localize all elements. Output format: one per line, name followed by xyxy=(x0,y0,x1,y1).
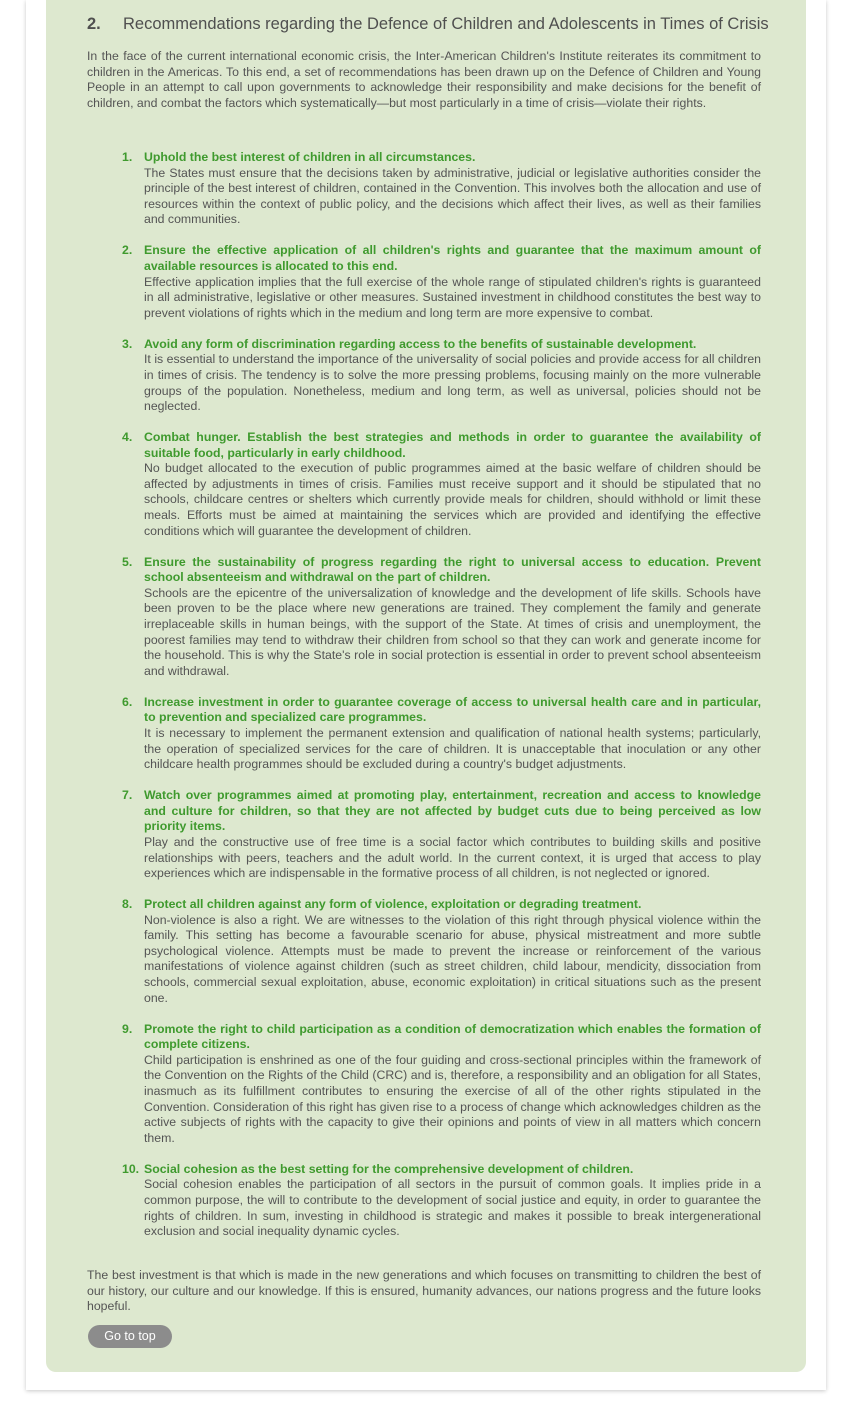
recommendation-item xyxy=(122,337,761,415)
recommendation-number: 1. xyxy=(122,150,133,164)
recommendation-title: Watch over programmes aimed at promoting play, entertainment, recreation and access to knowledge and culture for children, so that they are not affected by budget cuts due to being perceived as low priority items. xyxy=(144,788,761,834)
recommendations-list xyxy=(122,150,761,1255)
recommendation-body: Social cohesion enables the participation of all sectors in the pursuit of common goals. It implies pride in a common purpose, the will to contribute to the development of social justice and equity, in order to guarantee the rights of children. In sum, investing in childhood is strategic and makes it possible to break intergenerational exclusion and social inequality dynamic cycles. xyxy=(144,1177,761,1239)
closing-paragraph: The best investment is that which is made in the new generations and which focuses on transmitting to children the best of our history, our culture and our knowledge. If this is ensured, humanity advances, our nations progress and the future looks hopeful. xyxy=(87,1268,761,1314)
section-title: Recommendations regarding the Defence of Children and Adolescents in Times of Crisis xyxy=(123,15,769,33)
recommendation-item xyxy=(122,1162,761,1240)
recommendation-number: 4. xyxy=(122,430,133,445)
recommendation-body: Non-violence is also a right. We are witnesses to the violation of this right through physical violence within the family. This setting has become a favourable scenario for abuse, physical mistreatment and more subtle psychological violence. Attempts must be made to prevent the increase or reinforcement of the various manifestations of violence against children (such as street children, child labour, mendicity, dissociation from schools, commercial sexual exploitation, abuse, economic exploitation) in critical situations such as the present one. xyxy=(144,912,761,1005)
recommendation-item xyxy=(122,243,761,321)
recommendation-number: 8. xyxy=(122,897,133,912)
recommendation-number: 7. xyxy=(122,788,133,803)
recommendation-number: 10. xyxy=(122,1161,140,1176)
recommendation-title: Increase investment in order to guarantee coverage of access to universal health care and in particular, to prevention and specialized care programmes. xyxy=(144,694,761,725)
recommendation-item xyxy=(122,695,761,773)
recommendation-body: No budget allocated to the execution of public programmes aimed at the basic welfare of children should be affected by adjustments in times of crisis. Families must receive support and it should be stipulated that no schools, childcare centres or shelters which currently provide meals for children, should withhold or limit these meals. Efforts must be aimed at maintaining the services which are provided and identifying the effective conditions which will guarantee the development of children. xyxy=(144,461,761,538)
recommendation-title: Protect all children against any form of violence, exploitation or degrading treatment. xyxy=(144,897,642,912)
recommendation-item xyxy=(122,897,761,1006)
recommendation-item xyxy=(122,1022,761,1147)
recommendation-body: Schools are the epicentre of the universalization of knowledge and the development of life skills. Schools have been proven to be the place where new generations are trained. They complement the family and generate irreplaceable skills in human beings, with the support of the State. At times of crisis and unemployment, the poorest families may tend to withdraw their children from school so that they can work and generate income for the household. This is why the State's role in social protection is essential in order to prevent school absenteeism and withdrawal. xyxy=(144,585,761,678)
section-heading xyxy=(87,15,769,34)
recommendation-title: Promote the right to child participation as a condition of democratization which enables the formation of complete citizens. xyxy=(144,1021,761,1052)
recommendation-title: Combat hunger. Establish the best strategies and methods in order to guarantee the availability of suitable food, particularly in early childhood. xyxy=(144,430,761,460)
recommendation-body: Effective application implies that the full exercise of the whole range of stipulated children's rights is guaranteed in all administrative, legislative or other measures. Sustained investment in childhood constitutes the best way to prevent violations of rights which in the medium and long term are more expensive to combat. xyxy=(144,274,761,320)
recommendation-number: 5. xyxy=(122,554,133,569)
recommendation-body: The States must ensure that the decisions taken by administrative, judicial or legislative authorities consider the principle of the best interest of children, contained in the Convention. This involves both the allocation and use of resources within the context of public policy, and the decisions which affect their lives, as well as their families and communities. xyxy=(144,165,761,227)
recommendation-body: Child participation is enshrined as one of the four guiding and cross-sectional principles within the framework of the Convention on the Rights of the Child (CRC) and is, therefore, a responsibility and an obligation for all States, inasmuch as its fulfillment contributes to ensuring the exercise of all of the other rights stipulated in the Convention. Consideration of this right has given rise to a process of change which acknowledges children as the active subjects of rights with the capacity to give their opinions and points of view in all matters which concern them. xyxy=(144,1052,761,1145)
recommendation-item xyxy=(122,430,761,539)
recommendation-item xyxy=(122,788,761,882)
recommendation-body: It is essential to understand the importance of the universality of social policies and provide access for all children in times of crisis. The tendency is to solve the more pressing problems, focusing mainly on the more vulnerable groups of the population. Nonetheless, medium and long term, as well as universal, policies should not be neglected. xyxy=(144,352,761,414)
recommendation-title: Ensure the effective application of all children's rights and guarantee that the maximum amount of available resources is allocated to this end. xyxy=(144,243,761,273)
recommendation-title: Social cohesion as the best setting for the comprehensive development of children. xyxy=(144,1161,634,1176)
section-number: 2. xyxy=(87,15,101,33)
recommendation-item xyxy=(122,150,761,228)
intro-paragraph: In the face of the current international economic crisis, the Inter-American Children's Institute reiterates its commitment to children in the Americas. To this end, a set of recommendations has been drawn up on the Defence of Children and Young People in an attempt to call upon governments to acknowledge their responsibility and make decisions for the benefit of children, and combat the factors which systematically—but most particularly in a time of crisis—violate their rights. xyxy=(87,49,761,110)
recommendation-number: 3. xyxy=(122,336,133,351)
recommendation-number: 9. xyxy=(122,1021,133,1036)
recommendation-body: It is necessary to implement the permanent extension and qualification of national health systems; particularly, the operation of specialized services for the care of children. It is unacceptable that inoculation or any other childcare health programmes should be excluded during a country's budget adjustments. xyxy=(144,725,761,772)
recommendation-title: Uphold the best interest of children in all circumstances. xyxy=(144,150,476,164)
recommendation-title: Ensure the sustainability of progress regarding the right to universal access to education. Prevent school absenteeism and withdrawal on the part of children. xyxy=(144,554,761,585)
recommendation-number: 6. xyxy=(122,694,133,709)
recommendation-body: Play and the constructive use of free time is a social factor which contributes to building skills and positive relationships with peers, teachers and the adult world. In the current context, it is urged that access to play experiences which are indispensable in the formative process of all children, is not neglected or ignored. xyxy=(144,834,761,881)
recommendation-item xyxy=(122,555,761,680)
recommendation-number: 2. xyxy=(122,243,133,258)
go-to-top-button[interactable]: Go to top xyxy=(88,1325,172,1348)
recommendation-title: Avoid any form of discrimination regarding access to the benefits of sustainable development. xyxy=(144,336,697,351)
